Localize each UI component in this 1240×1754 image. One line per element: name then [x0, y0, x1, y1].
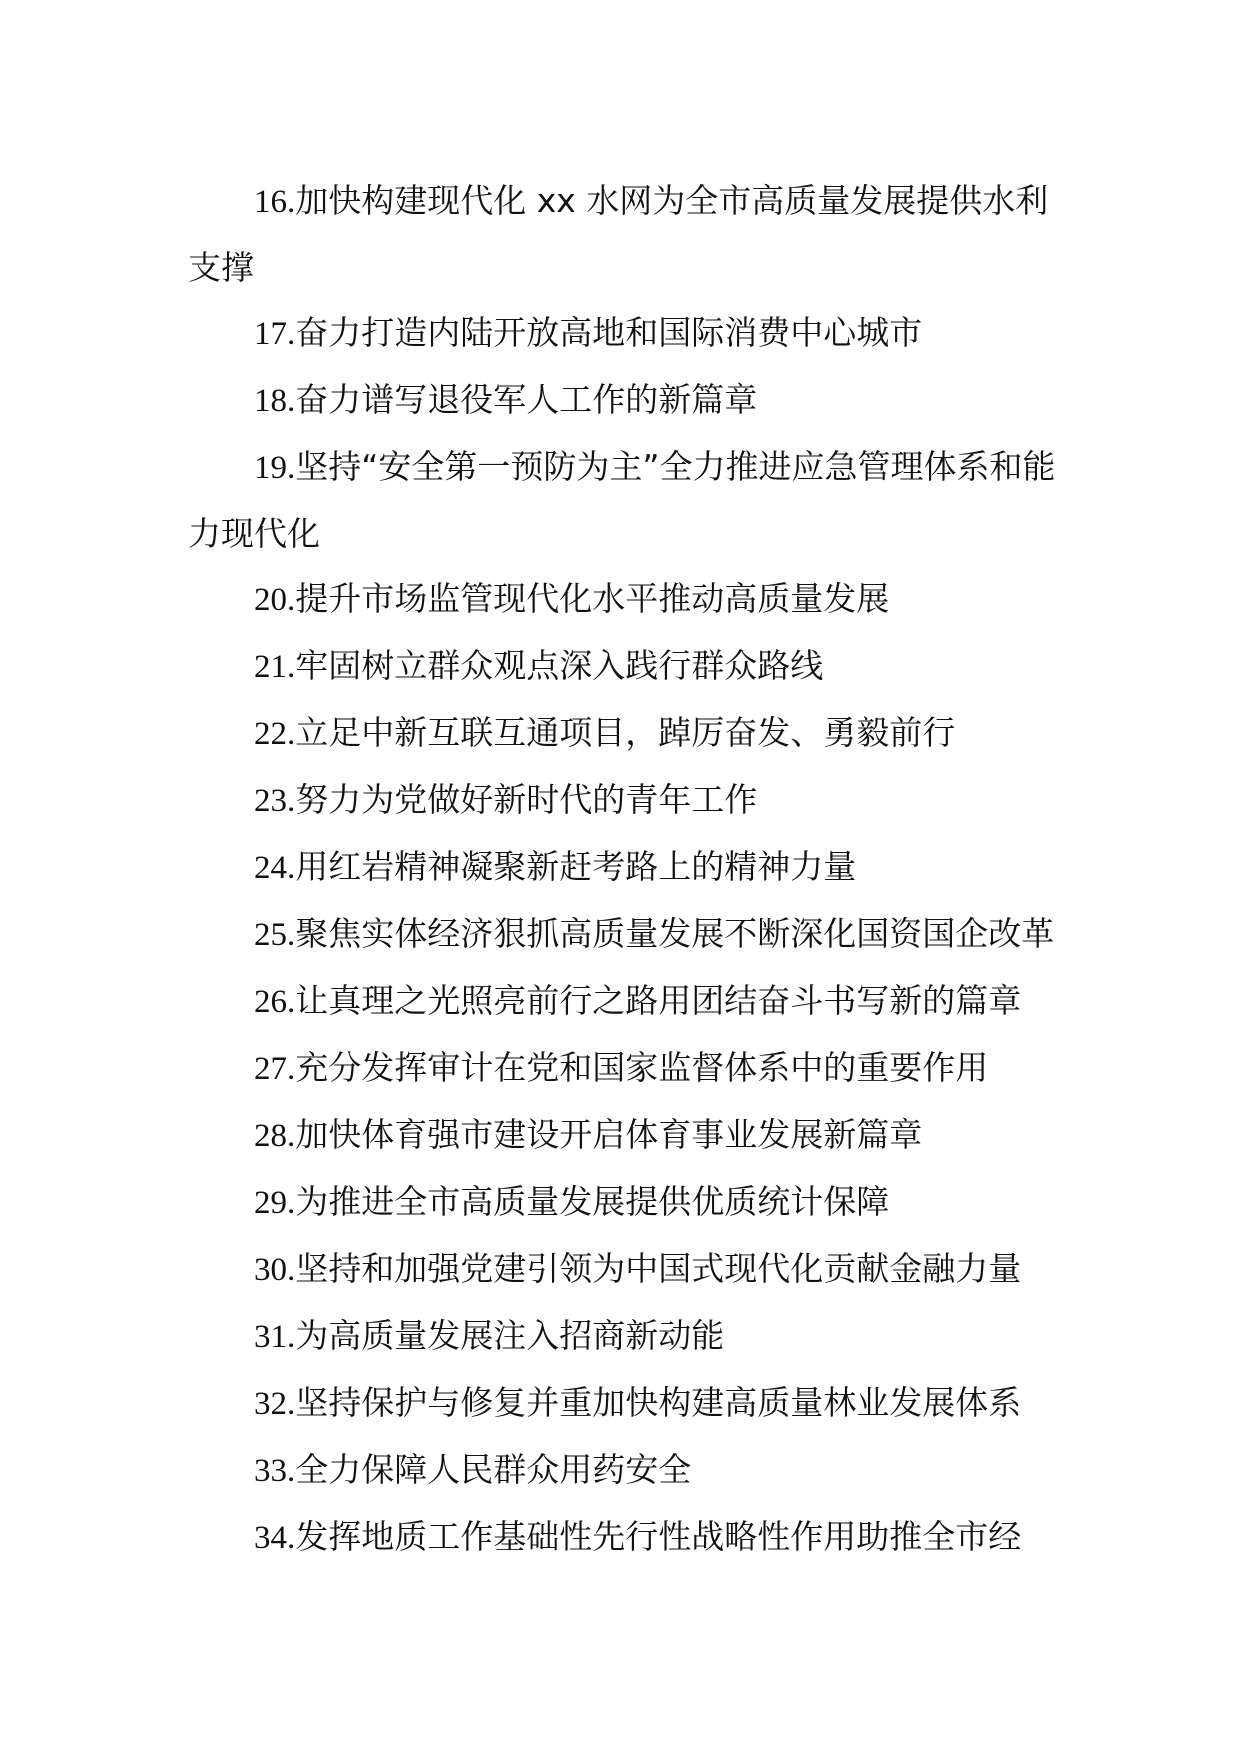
item-text: 立足中新互联互通项目，踔厉奋发、勇毅前行 — [295, 713, 956, 752]
item-number: 18. — [254, 383, 296, 419]
item-text: 坚持保护与修复并重加快构建高质量林业发展体系 — [295, 1383, 1022, 1422]
item-number: 31. — [254, 1319, 296, 1355]
list-item — [188, 767, 1056, 834]
item-text: 提升市场监管现代化水平推动高质量发展 — [295, 579, 890, 618]
item-text: 为推进全市高质量发展提供优质统计保障 — [295, 1182, 890, 1221]
list-item — [188, 1303, 1056, 1370]
list-item — [188, 1370, 1056, 1437]
list-item — [188, 968, 1056, 1035]
list-item — [188, 168, 1056, 300]
item-number: 34. — [254, 1520, 296, 1556]
item-text: 发挥地质工作基础性先行性战略性作用助推全市经 — [295, 1517, 1022, 1556]
item-number: 29. — [254, 1185, 296, 1221]
item-text: 让真理之光照亮前行之路用团结奋斗书写新的篇章 — [295, 981, 1022, 1020]
list-item — [188, 566, 1056, 633]
item-text: 用红岩精神凝聚新赶考路上的精神力量 — [295, 847, 857, 886]
item-number: 19. — [254, 450, 296, 486]
document-body — [188, 168, 1056, 1571]
list-item — [188, 1236, 1056, 1303]
item-number: 21. — [254, 649, 296, 685]
item-text: 加快构建现代化 xx 水网为全市高质量发展提供水利支撑 — [188, 181, 1049, 287]
list-item — [188, 367, 1056, 434]
item-text: 坚持“安全第一预防为主”全力推进应急管理体系和能力现代化 — [188, 447, 1056, 553]
list-item — [188, 1504, 1056, 1571]
list-item — [188, 1169, 1056, 1236]
item-text: 为高质量发展注入招商新动能 — [295, 1316, 725, 1355]
item-number: 16. — [254, 184, 296, 220]
item-number: 26. — [254, 984, 296, 1020]
item-text: 加快体育强市建设开启体育事业发展新篇章 — [295, 1115, 923, 1154]
item-number: 28. — [254, 1118, 296, 1154]
item-text: 全力保障人民群众用药安全 — [295, 1450, 692, 1489]
item-number: 32. — [254, 1386, 296, 1422]
item-text: 奋力谱写退役军人工作的新篇章 — [295, 380, 758, 419]
list-item — [188, 700, 1056, 767]
item-number: 33. — [254, 1453, 296, 1489]
item-text: 努力为党做好新时代的青年工作 — [295, 780, 758, 819]
item-number: 24. — [254, 850, 296, 886]
item-text: 牢固树立群众观点深入践行群众路线 — [295, 646, 824, 685]
item-number: 30. — [254, 1252, 296, 1288]
item-number: 25. — [254, 917, 296, 953]
item-number: 22. — [254, 716, 296, 752]
list-item — [188, 1437, 1056, 1504]
list-item — [188, 1102, 1056, 1169]
list-item — [188, 1035, 1056, 1102]
item-number: 27. — [254, 1051, 296, 1087]
list-item — [188, 434, 1056, 566]
item-text: 坚持和加强党建引领为中国式现代化贡献金融力量 — [295, 1249, 1022, 1288]
list-item — [188, 901, 1056, 968]
item-text: 奋力打造内陆开放高地和国际消费中心城市 — [295, 313, 923, 352]
list-item — [188, 300, 1056, 367]
item-text: 聚焦实体经济狠抓高质量发展不断深化国资国企改革 — [295, 914, 1055, 953]
item-number: 23. — [254, 783, 296, 819]
item-number: 20. — [254, 582, 296, 618]
item-text: 充分发挥审计在党和国家监督体系中的重要作用 — [295, 1048, 989, 1087]
item-number: 17. — [254, 316, 296, 352]
list-item — [188, 633, 1056, 700]
list-item — [188, 834, 1056, 901]
